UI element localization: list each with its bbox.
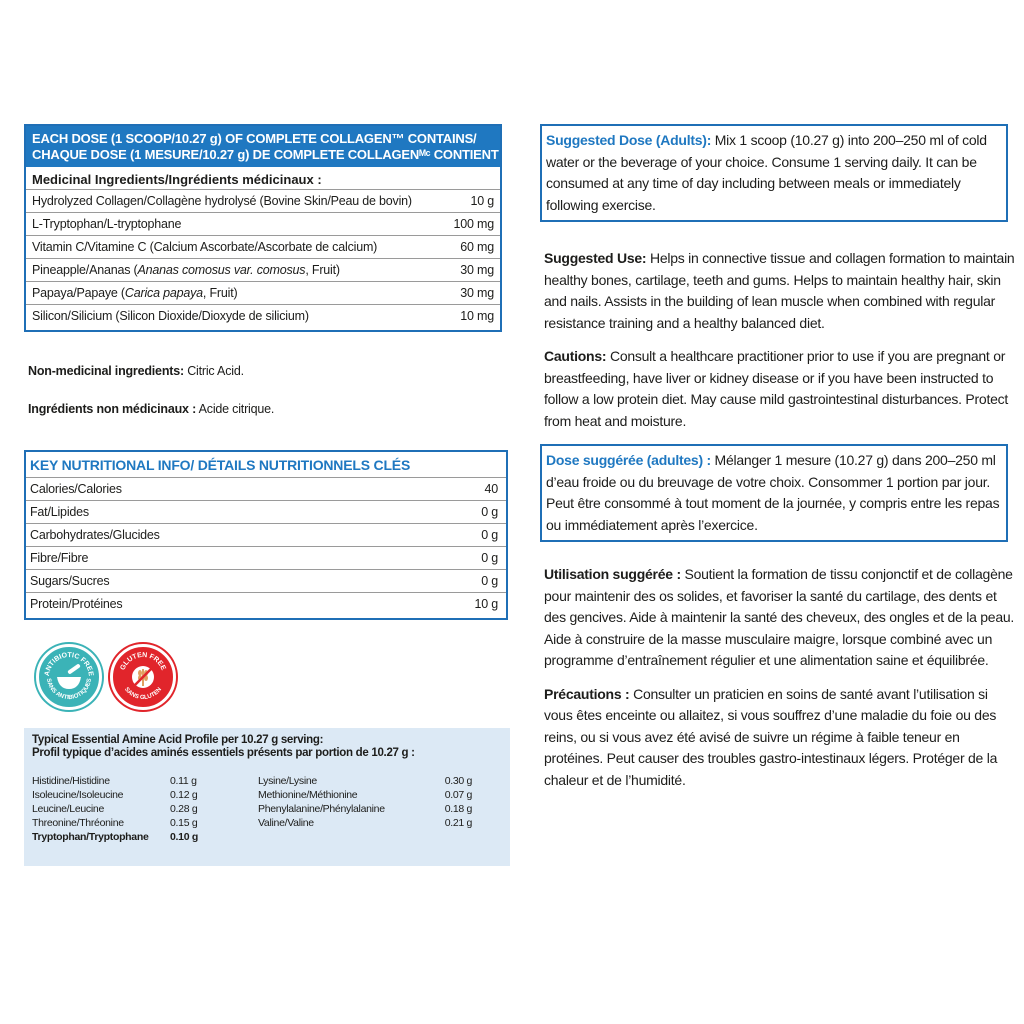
non-medicinal-fr	[28, 402, 510, 416]
gluten-free-badge	[110, 644, 176, 710]
amino-value: 0.18 g	[444, 803, 473, 815]
table-row	[26, 258, 500, 281]
list-item	[258, 802, 484, 816]
suggested-dose-fr-text: Mélanger 1 mesure (10.27 g) dans 200–250 ml d’eau froide ou du breuvage de votre choix. Consommer 1 portion par jour. Peut être consommé à tout moment de la journée, y compris entre les repas ou immédiatement après l’exercice.	[546, 452, 1000, 533]
amino-name: Lysine/Lysine	[258, 775, 317, 787]
amino-grid	[32, 774, 502, 844]
amino-value: 0.11 g	[170, 775, 197, 787]
amino-value: 0.28 g	[170, 803, 198, 815]
suggested-use-en-text: Helps in connective tissue and collagen formation to maintain healthy bones, cartilage, teeth and gums. Helps to maintain healthy hair, skin and nails. Assists in the building of lean muscle when combined with regular resistance training and a healthy balanced diet.	[544, 250, 1015, 331]
list-item	[258, 774, 484, 788]
amino-name: Isoleucine/Isoleucine	[32, 789, 124, 801]
list-item	[258, 816, 484, 830]
amino-acid-profile	[24, 728, 510, 866]
svg-text:SANS GLUTEN	[123, 687, 163, 701]
amino-title-fr: Profil typique d’acides aminés essentiels présents par portion de 10.27 g :	[32, 747, 415, 759]
medicinal-ingredients-table	[24, 124, 507, 332]
nutrient-value: 0 g	[481, 505, 498, 519]
cautions-fr-text: Consulter un praticien en soins de santé avant l’utilisation si vous êtes enceinte ou allaitez, si vous souffrez d’une maladie du foie ou des reins, ou si vous avez été avisé de suivre un régime à faible teneur en protéines. Peut causer des troubles gastro-intestinaux légers. Protéger de la chaleur et de l’humidité.	[544, 685, 998, 788]
amino-name: Histidine/Histidine	[32, 775, 110, 787]
nutrient-label: Fat/Lipides	[30, 505, 89, 519]
medicinal-table-header	[26, 126, 507, 167]
suggested-dose-fr-heading: Dose suggérée (adultes) :	[546, 452, 711, 468]
amino-value: 0.10 g	[170, 831, 198, 843]
amino-column-right	[258, 774, 484, 844]
cautions-fr-heading: Précautions :	[544, 685, 630, 702]
non-medicinal-en-value: Citric Acid.	[183, 364, 244, 378]
ingredient-amount: 30 mg	[460, 286, 494, 300]
amino-name: Phenylalanine/Phénylalanine	[258, 803, 385, 815]
medicinal-header-fr: CHAQUE DOSE (1 MESURE/10.27 g) DE COMPLETE COLLAGENᴹᶜ CONTIENT :	[32, 147, 507, 162]
suggested-use-fr	[540, 564, 1016, 672]
suggested-dose-en	[540, 124, 1008, 222]
table-row	[26, 212, 500, 235]
suggested-use-en	[540, 248, 1016, 334]
ingredient-label	[32, 286, 237, 300]
ingredient-label: L-Tryptophan/L-tryptophane	[32, 217, 182, 231]
table-row	[26, 523, 506, 546]
list-item	[32, 802, 258, 816]
amino-value: 0.15 g	[170, 817, 198, 829]
list-item	[258, 788, 484, 802]
ingredient-amount: 30 mg	[460, 263, 494, 277]
amino-name: Leucine/Leucine	[32, 803, 104, 815]
ingredient-amount: 10 g	[470, 194, 494, 208]
key-nutritional-table	[24, 450, 508, 620]
cautions-en	[540, 346, 1016, 432]
antibiotic-free-fr-text: SANS ANTIBIOTIQUES	[44, 677, 94, 702]
suggested-dose-en-text: Mix 1 scoop (10.27 g) into 200–250 ml of cold water or the beverage of your choice. Consume 1 serving daily. It can be consumed at any time of day including between meals or immediately following exercise.	[546, 132, 987, 213]
certification-badges	[36, 644, 196, 712]
nutrient-value: 10 g	[474, 597, 498, 611]
ingredient-label-pre: Pineapple/Ananas (	[32, 263, 138, 277]
amino-name: Threonine/Thréonine	[32, 817, 124, 829]
cautions-fr	[540, 684, 1016, 792]
non-medicinal-fr-label: Ingrédients non médicinaux :	[28, 402, 197, 416]
amino-name: Methionine/Méthionine	[258, 789, 358, 801]
medicinal-header-en: EACH DOSE (1 SCOOP/10.27 g) OF COMPLETE COLLAGEN™ CONTAINS/	[32, 131, 477, 146]
suggested-dose-en-heading: Suggested Dose (Adults):	[546, 132, 712, 148]
nutrient-label: Protein/Protéines	[30, 597, 123, 611]
ingredient-amount: 100 mg	[453, 217, 494, 231]
ingredient-amount: 10 mg	[460, 309, 494, 323]
ingredient-label-post: , Fruit)	[305, 263, 340, 277]
list-item	[32, 830, 258, 844]
table-row	[26, 281, 500, 304]
ingredient-label: Silicon/Silicium (Silicon Dioxide/Dioxyde de silicium)	[32, 309, 309, 323]
suggested-use-en-heading: Suggested Use:	[544, 250, 647, 266]
cautions-en-text: Consult a healthcare practitioner prior to use if you are pregnant or breastfeeding, have liver or kidney disease or if you have been instructed to follow a low protein diet. May cause mild gastrointestinal disturbances. Protect from heat and moisture.	[544, 348, 1009, 429]
medicinal-subheader: Medicinal Ingredients/Ingrédients médicinaux :	[32, 172, 322, 187]
ingredient-label: Vitamin C/Vitamine C (Calcium Ascorbate/Ascorbate de calcium)	[32, 240, 378, 254]
table-row	[26, 546, 506, 569]
nutrient-label: Fibre/Fibre	[30, 551, 89, 565]
list-item	[32, 816, 258, 830]
nutrient-label: Sugars/Sucres	[30, 574, 110, 588]
list-item	[32, 788, 258, 802]
table-row	[26, 592, 506, 615]
suggested-use-fr-text: Soutient la formation de tissu conjonctif et de collagène pour maintenir des os solides, et favoriser la santé du cartilage, des dents et des gencives. Aide à maintenir la santé des cheveux, des ongles et de la peau. Aide à construire de la masse musculaire maigre, lorsque combiné avec un programme d’entraînement régulier et une alimentation saine et équilibrée.	[544, 566, 1015, 668]
table-row	[26, 569, 506, 592]
table-row	[26, 235, 500, 258]
antibiotic-free-badge	[36, 644, 102, 710]
amino-value: 0.30 g	[444, 775, 473, 787]
amino-value: 0.12 g	[170, 789, 198, 801]
ingredient-label	[32, 263, 340, 277]
suggested-dose-fr	[540, 444, 1008, 542]
non-medicinal-fr-value: Acide citrique.	[196, 402, 275, 416]
gluten-free-en-text: GLUTEN FREE	[119, 651, 167, 672]
ingredient-label-pre: Papaya/Papaye (	[32, 286, 125, 300]
table-row	[26, 189, 500, 212]
key-nutritional-header: KEY NUTRITIONAL INFO/ DÉTAILS NUTRITIONNELS CLÉS	[30, 457, 411, 473]
non-medicinal-en-label: Non-medicinal ingredients:	[28, 364, 184, 378]
table-row	[26, 477, 506, 500]
ingredient-label-post: , Fruit)	[202, 286, 238, 300]
table-row	[26, 500, 506, 523]
non-medicinal-en	[28, 364, 510, 378]
cautions-en-heading: Cautions:	[544, 348, 607, 364]
list-item	[32, 774, 258, 788]
amino-value: 0.21 g	[444, 817, 473, 829]
mortar-pestle-icon	[39, 647, 99, 707]
wheat-icon	[113, 647, 173, 707]
right-column	[540, 124, 1016, 791]
suggested-use-fr-heading: Utilisation suggérée :	[544, 566, 681, 582]
table-row	[26, 304, 500, 327]
nutrient-value: 0 g	[481, 528, 498, 542]
nutrient-value: 0 g	[481, 574, 498, 588]
amino-name: Tryptophan/Tryptophane	[32, 831, 149, 843]
nutrient-value: 40	[484, 482, 498, 496]
amino-name: Valine/Valine	[258, 817, 314, 829]
ingredient-label-latin: Ananas comosus var. comosus	[137, 263, 306, 277]
nutrient-label: Calories/Calories	[30, 482, 122, 496]
ingredient-label: Hydrolyzed Collagen/Collagène hydrolysé (Bovine Skin/Peau de bovin)	[32, 194, 412, 208]
amino-value: 0.07 g	[444, 789, 473, 801]
amino-column-left	[32, 774, 258, 844]
nutrient-label: Carbohydrates/Glucides	[30, 528, 160, 542]
antibiotic-free-en-text: ANTIBIOTIC FREE	[43, 651, 95, 677]
ingredient-label-latin: Carica papaya	[124, 286, 203, 300]
nutrient-value: 0 g	[481, 551, 498, 565]
amino-title-en: Typical Essential Amine Acid Profile per 10.27 g serving:	[32, 734, 324, 746]
ingredient-amount: 60 mg	[460, 240, 494, 254]
left-column	[24, 124, 510, 620]
gluten-free-fr-text: SANS GLUTEN	[123, 686, 163, 702]
